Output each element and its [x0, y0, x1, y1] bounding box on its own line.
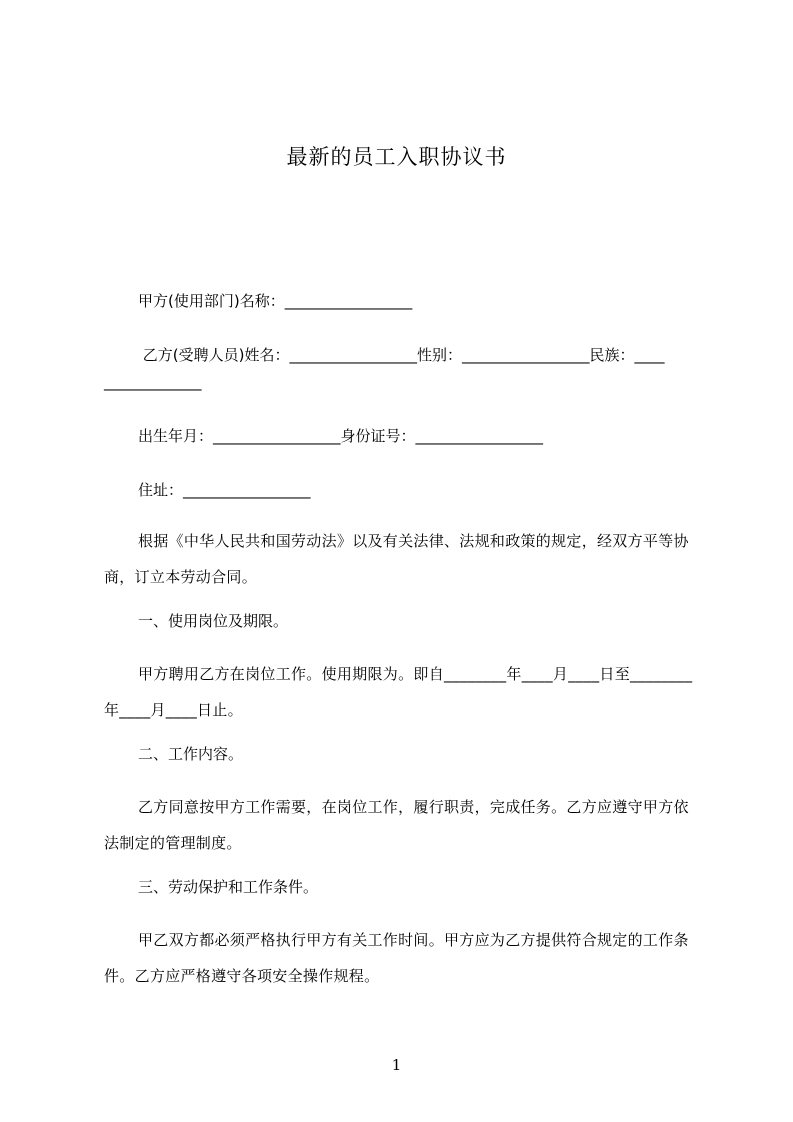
- address-line: 住址：_________________: [138, 481, 311, 499]
- section-body-3: 甲乙双方都必须严格执行甲方有关工作时间。甲方应为乙方提供符合规定的工作条件。乙方应严格遵守各项安全操作规程。: [104, 931, 689, 985]
- party-b-info-line: 乙方(受聘人员)姓名：_________________性别：_________________民族：____: [138, 346, 665, 364]
- section-body-2: 乙方同意按甲方工作需要，在岗位工作，履行职责，完成任务。乙方应遵守甲方依法制定的管理制度。: [104, 798, 689, 852]
- party-b-info-line-continued: _____________: [104, 373, 202, 391]
- party-a-name-line: 甲方(使用部门)名称：_________________: [138, 292, 413, 310]
- page-number: 1: [391, 1056, 402, 1074]
- section-body-1: 甲方聘用乙方在岗位工作。使用期限为。即自________年____月____日至________年____月____日止。: [104, 665, 693, 719]
- section-heading-1: 一、使用岗位及期限。: [138, 612, 289, 630]
- intro-paragraph: 根据《中华人民共和国劳动法》以及有关法律、法规和政策的规定，经双方平等协商，订立本劳动合同。: [104, 532, 689, 586]
- section-heading-2: 二、工作内容。: [138, 745, 244, 763]
- document-title: 最新的员工入职协议书: [286, 145, 507, 169]
- birth-and-id-line: 出生年月：_________________身份证号：_________________: [138, 427, 544, 445]
- section-heading-3: 三、劳动保护和工作条件。: [138, 878, 319, 896]
